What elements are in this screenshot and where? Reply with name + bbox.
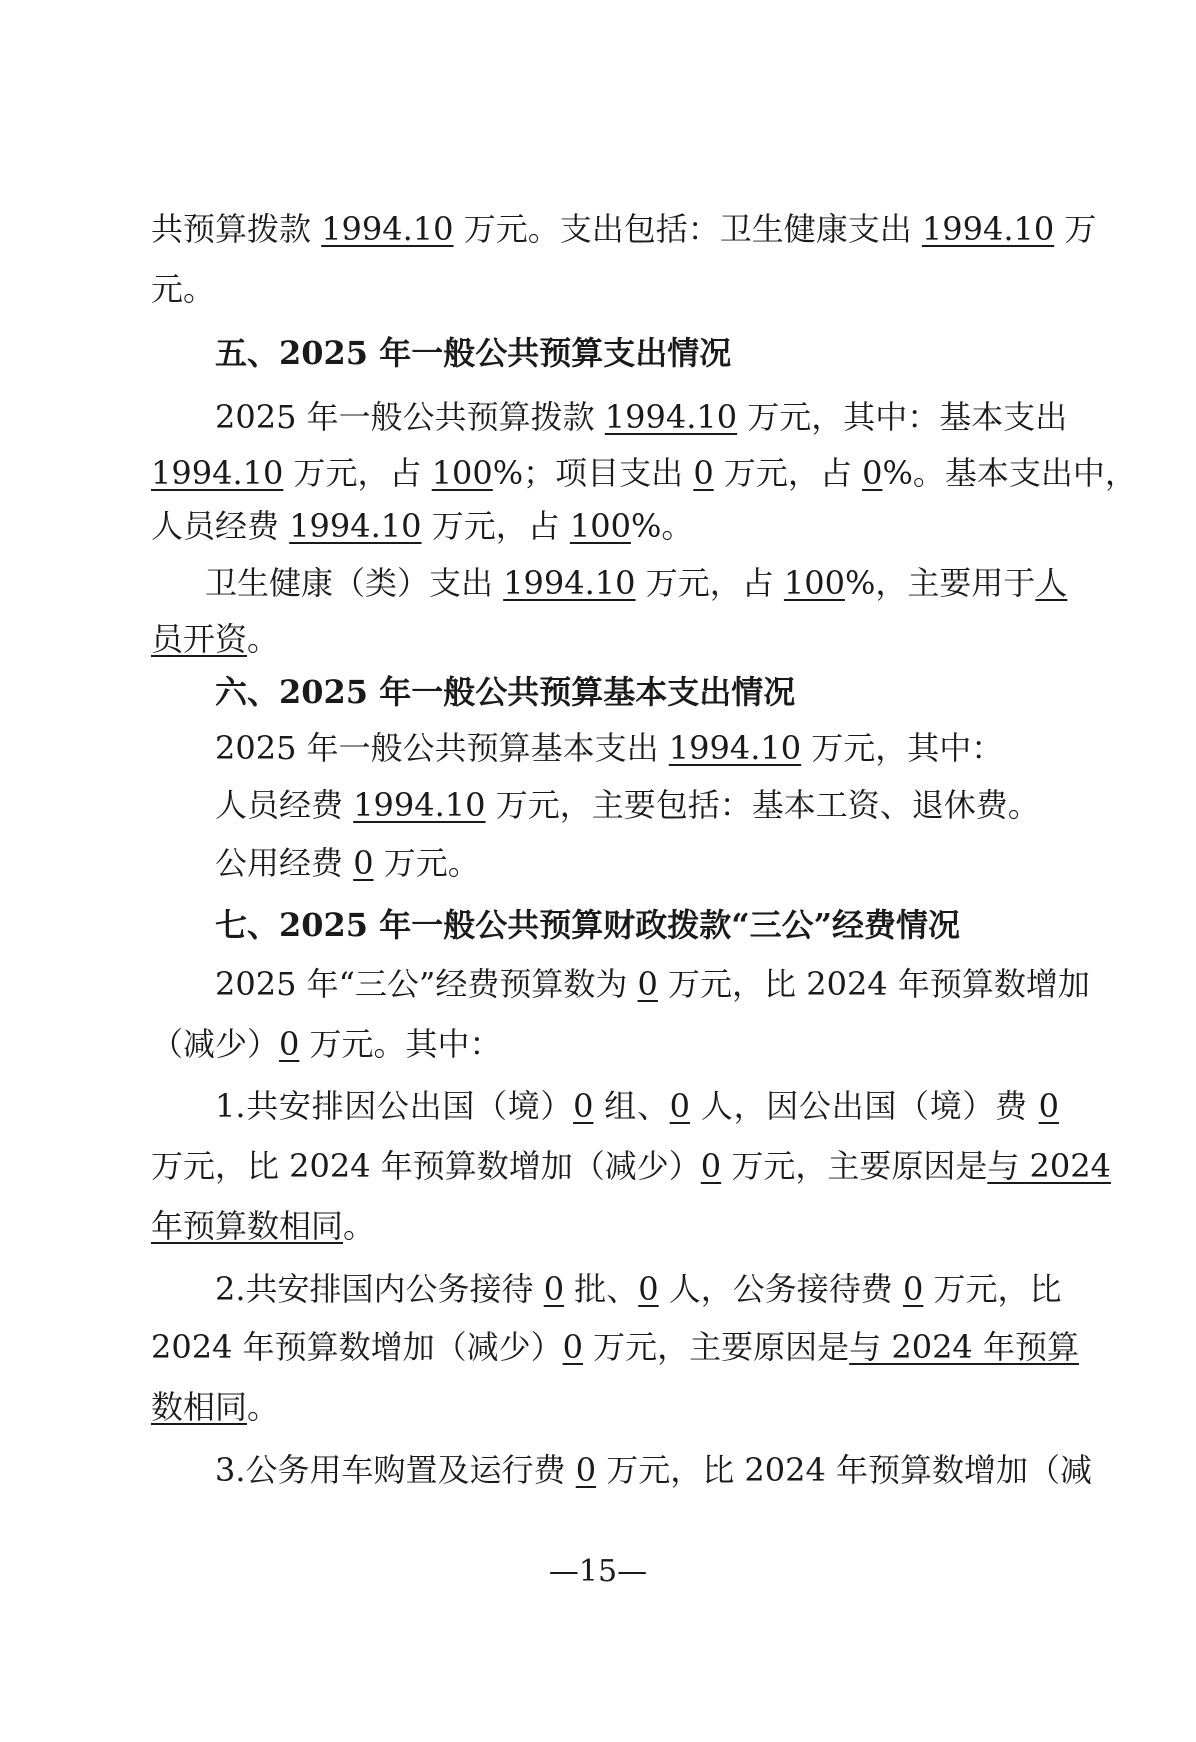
text-line	[151, 617, 1059, 661]
underlined-value: 与 2024	[987, 1147, 1111, 1185]
underlined-value: 100	[783, 564, 845, 602]
underlined-value: 0	[638, 1270, 659, 1308]
underlined-value: 年预算数相同	[151, 1207, 344, 1245]
text-line	[215, 1267, 1062, 1311]
text-run: 万元，占	[713, 454, 863, 492]
underlined-value: 0	[573, 1087, 594, 1125]
underlined-value: 0	[669, 1087, 691, 1125]
text-run: 2025 年一般公共预算基本支出	[215, 729, 669, 767]
text-run: 批、	[564, 1270, 639, 1308]
text-line	[215, 783, 1059, 827]
text-run: 元。	[151, 270, 216, 308]
text-run: 共预算拨款	[151, 210, 322, 248]
text-run: 万元，主要包括：基本工资、退休费。	[485, 786, 1040, 824]
underlined-value: 0	[700, 1147, 722, 1185]
underlined-value: 1994.10	[321, 210, 454, 248]
underlined-value: 与 2024 年预算	[849, 1328, 1079, 1366]
text-run: 万元，比 2024 年预算数增加（减少）	[151, 1147, 701, 1185]
underlined-value: 1994.10	[503, 564, 636, 602]
text-run: 2025 年“三公”经费预算数为	[215, 965, 638, 1003]
text-run: 。	[343, 1207, 376, 1245]
underlined-value: 数相同	[151, 1388, 248, 1426]
text-run: 3.公务用车购置及运行费	[215, 1451, 576, 1489]
text-line	[205, 561, 1068, 605]
underlined-value: 0	[562, 1328, 583, 1366]
underlined-value: 0	[693, 454, 714, 492]
text-run: %。	[630, 507, 694, 545]
underlined-value: 100	[431, 454, 493, 492]
text-run: （减少）	[151, 1025, 280, 1063]
text-run: 万元。支出包括：卫生健康支出	[453, 210, 922, 248]
text-run: 万元，主要原因是	[582, 1328, 850, 1366]
underlined-value: 100	[569, 507, 631, 545]
text-line	[215, 1448, 1093, 1492]
text-line	[151, 1144, 1111, 1188]
text-run: 。	[247, 1388, 280, 1426]
text-line	[151, 207, 1097, 251]
underlined-value: 1994.10	[668, 729, 802, 767]
text-line	[151, 451, 1137, 495]
underlined-value: 1994.10	[289, 507, 422, 545]
underlined-value: 1994.10	[604, 398, 738, 436]
text-run: 万元，主要原因是	[721, 1147, 988, 1185]
text-line	[151, 1325, 1079, 1369]
text-line	[215, 841, 1059, 885]
text-run: 万元，占	[635, 564, 784, 602]
section-heading	[215, 331, 1059, 375]
text-run: 公用经费	[215, 844, 354, 882]
text-run: 人员经费	[215, 786, 354, 824]
text-run: 2024 年预算数增加（减少）	[151, 1328, 563, 1366]
text-run: 卫生健康（类）支出	[205, 564, 504, 602]
text-line	[151, 1204, 1059, 1248]
text-run: 人，因公出国（境）费	[690, 1087, 1039, 1125]
section-heading	[215, 903, 1059, 947]
text-run: 组、	[593, 1087, 670, 1125]
text-run: 六、2025 年一般公共预算基本支出情况	[215, 673, 796, 711]
underlined-value: 0	[575, 1451, 597, 1489]
text-run: 万元，其中：	[801, 729, 1004, 767]
text-run: %；项目支出	[492, 454, 694, 492]
text-run: 2.共安排国内公务接待	[215, 1270, 544, 1308]
underlined-value: 0	[862, 454, 883, 492]
underlined-value: 0	[543, 1270, 565, 1308]
text-run: 万元，其中：基本支出	[737, 398, 1068, 436]
text-run: 万元，比	[923, 1270, 1062, 1308]
text-run: 2025 年一般公共预算拨款	[215, 398, 605, 436]
text-line	[215, 1084, 1059, 1128]
text-run: 1.共安排因公出国（境）	[215, 1087, 574, 1125]
text-run: 万元，占	[283, 454, 432, 492]
underlined-value: 0	[279, 1025, 300, 1063]
underlined-value: 人	[1035, 564, 1068, 602]
text-run: %。基本支出中，	[882, 454, 1137, 492]
text-run: 人，公务接待费	[658, 1270, 903, 1308]
underlined-value: 1994.10	[151, 454, 284, 492]
text-line	[151, 267, 1059, 311]
text-run: 七、2025 年一般公共预算财政拨款“三公”经费情况	[215, 906, 961, 944]
text-line	[215, 395, 1068, 439]
text-line	[215, 962, 1090, 1006]
text-run: 人员经费	[151, 507, 290, 545]
text-run: 万元，占	[421, 507, 570, 545]
underlined-value: 1994.10	[921, 210, 1055, 248]
underlined-value: 0	[637, 965, 658, 1003]
text-run: 万元。	[373, 844, 480, 882]
section-heading	[215, 670, 1059, 714]
text-run: 万元，比 2024 年预算数增加	[657, 965, 1090, 1003]
text-line	[151, 1385, 1059, 1429]
underlined-value: 1994.10	[353, 786, 486, 824]
page-number: —15—	[548, 1554, 648, 1589]
text-run: 万	[1054, 210, 1097, 248]
text-line	[151, 504, 1059, 548]
text-run: %，主要用于	[844, 564, 1036, 602]
text-run: 。	[247, 620, 280, 658]
underlined-value: 员开资	[151, 620, 248, 658]
underlined-value: 0	[902, 1270, 924, 1308]
underlined-value: 0	[353, 844, 374, 882]
text-run: 万元。其中：	[299, 1025, 502, 1063]
text-line	[215, 726, 1059, 770]
underlined-value: 0	[1038, 1087, 1059, 1125]
text-line	[151, 1022, 1059, 1066]
text-run: 五、2025 年一般公共预算支出情况	[215, 334, 732, 372]
text-run: 万元，比 2024 年预算数增加（减	[596, 1451, 1093, 1489]
